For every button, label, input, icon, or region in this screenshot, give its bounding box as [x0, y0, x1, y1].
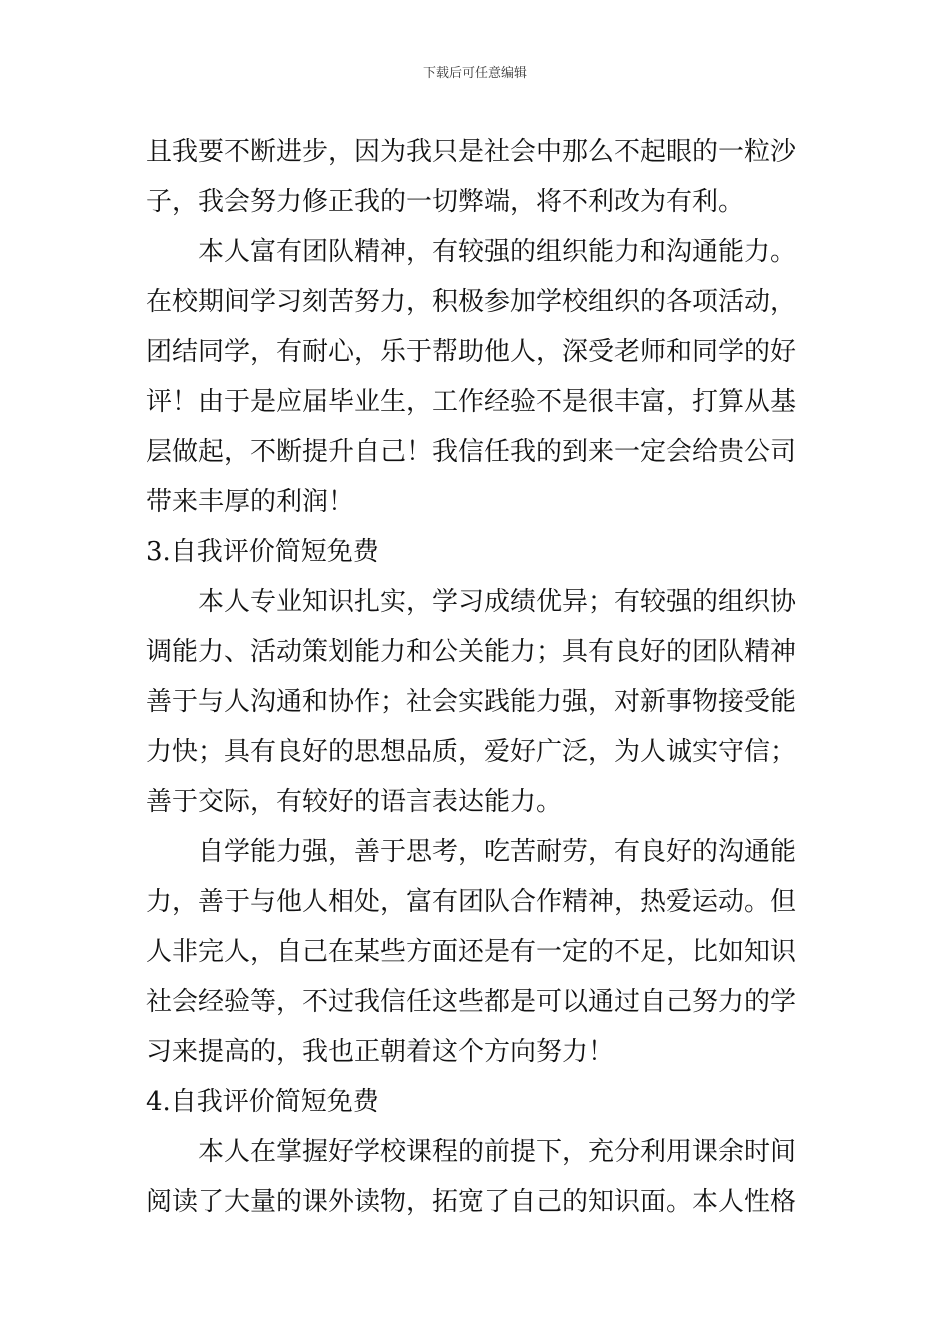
text-line: 社会经验等，不过我信任这些都是可以通过自己努力的学: [146, 987, 797, 1017]
text-line: 善于与人沟通和协作；社会实践能力强，对新事物接受能: [146, 687, 797, 717]
text-line: 阅读了大量的课外读物，拓宽了自己的知识面。本人性格: [146, 1187, 797, 1217]
text-line: 本人在掌握好学校课程的前提下，充分利用课余时间: [198, 1137, 797, 1167]
text-line: 本人富有团队精神，有较强的组织能力和沟通能力。: [198, 237, 797, 267]
text-line: 子，我会努力修正我的一切弊端，将不利改为有利。: [146, 187, 745, 217]
text-line: 带来丰厚的利润！: [146, 487, 355, 517]
text-line: 力，善于与他人相处，富有团队合作精神，热爱运动。但: [146, 887, 797, 917]
page-header: 下载后可任意编辑: [422, 66, 527, 81]
text-line: 力快；具有良好的思想品质，爱好广泛，为人诚实守信；: [146, 737, 797, 767]
text-line: 善于交际，有较好的语言表达能力。: [146, 787, 563, 817]
text-line: 在校期间学习刻苦努力，积极参加学校组织的各项活动，: [146, 287, 797, 317]
text-line: 调能力、活动策划能力和公关能力；具有良好的团队精神: [146, 637, 797, 667]
text-line: 人非完人，自己在某些方面还是有一定的不足，比如知识: [146, 937, 797, 967]
text-line: 评！由于是应届毕业生，工作经验不是很丰富，打算从基: [146, 387, 797, 417]
text-line: 自学能力强，善于思考，吃苦耐劳，有良好的沟通能: [198, 837, 797, 867]
text-line: 3.自我评价简短免费: [146, 537, 379, 567]
text-line: 层做起，不断提升自己！我信任我的到来一定会给贵公司: [146, 437, 797, 467]
text-line: 且我要不断进步，因为我只是社会中那么不起眼的一粒沙: [146, 137, 797, 167]
text-line: 本人专业知识扎实，学习成绩优异；有较强的组织协: [198, 587, 797, 617]
text-line: 团结同学，有耐心，乐于帮助他人，深受老师和同学的好: [146, 337, 797, 367]
text-line: 4.自我评价简短免费: [146, 1087, 379, 1117]
document-body: [146, 127, 808, 1227]
text-line: 习来提高的，我也正朝着这个方向努力！: [146, 1037, 615, 1067]
